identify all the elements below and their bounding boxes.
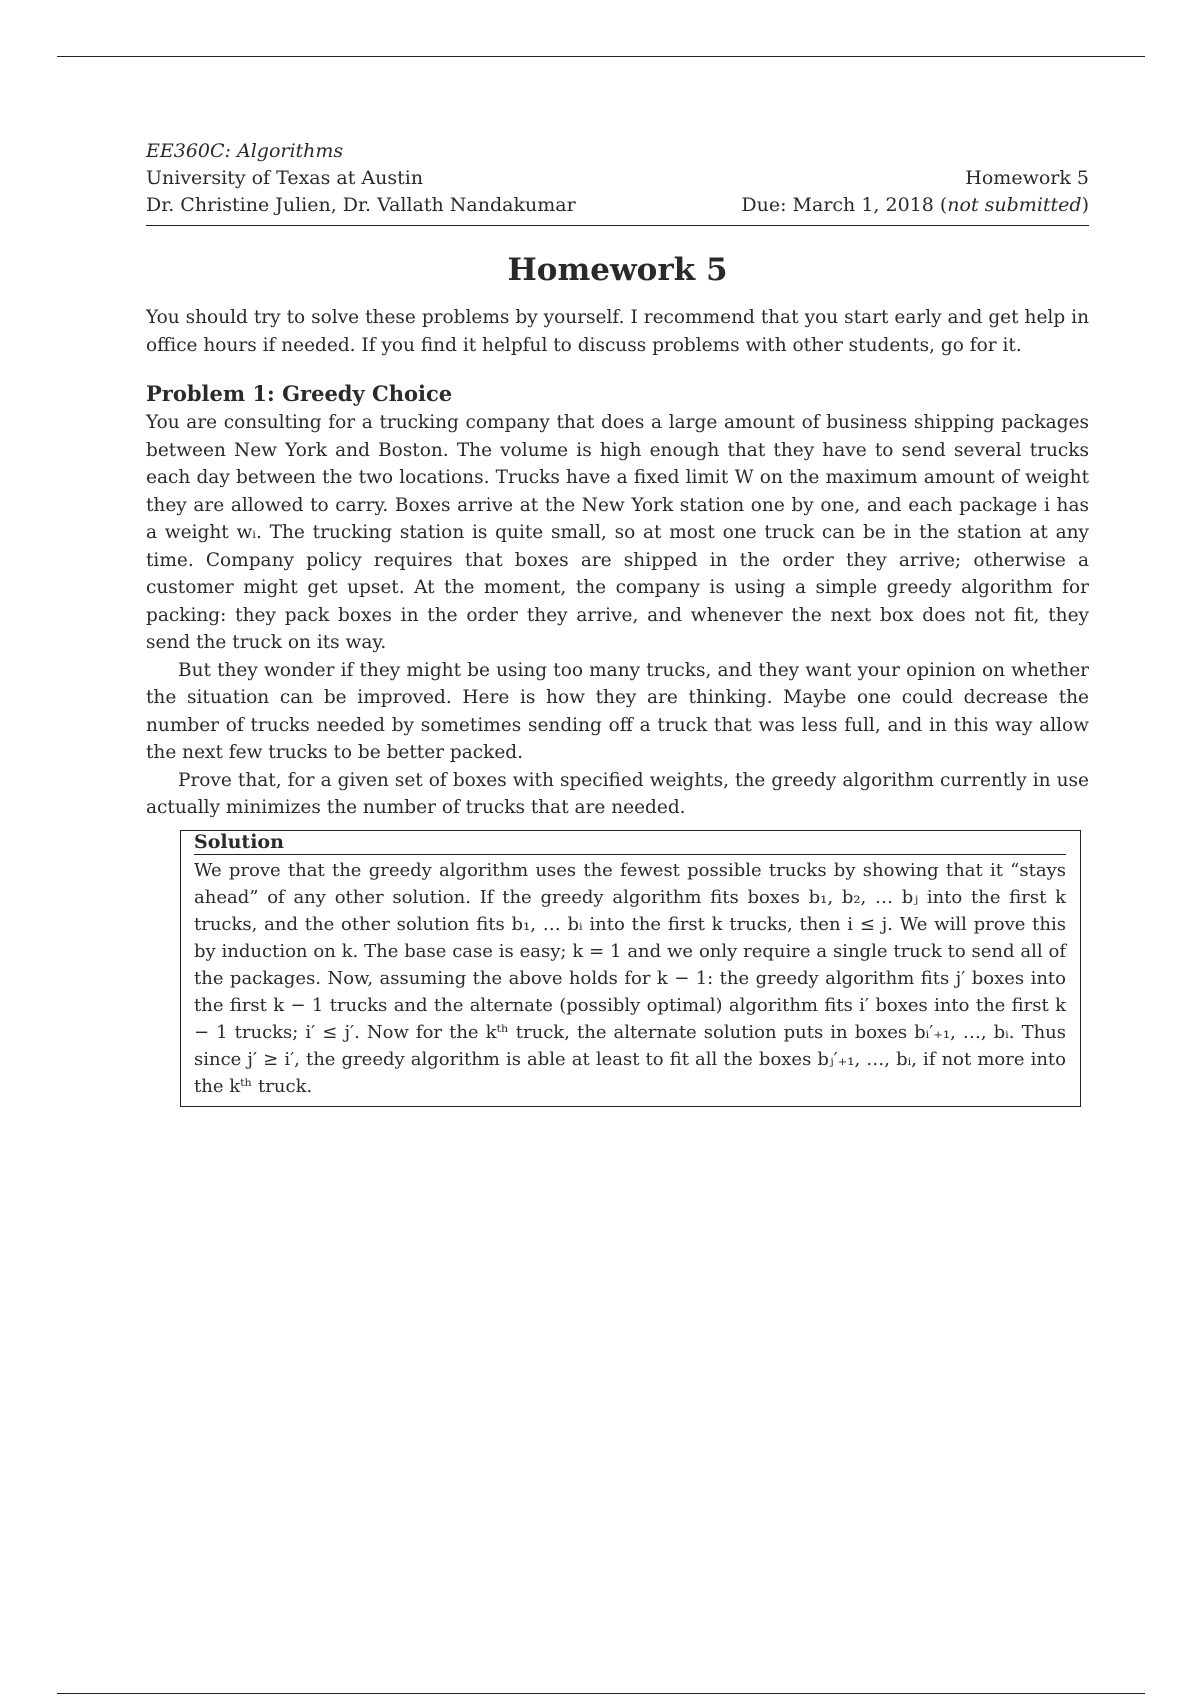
solution-text: We prove that the greedy algorithm uses the fewest possible trucks by showing that it “stays ahead” of any other solution. If the greedy algorithm fits boxes b₁, b₂, … bⱼ into the first k trucks, and the other solution fits b₁, … bᵢ into the first k trucks, then i ≤ j. We will prove this by induction on k. The base case is easy; k = 1 and we only require a single truck to send all of the packages. Now, assuming the above holds for k − 1: the greedy algorithm fits j′ boxes into the first k − 1 trucks and the alternate (possibly optimal) algorithm fits i′ boxes into the first k − 1 trucks; i′ ≤ j′. Now for the kᵗʰ truck, the alternate solution puts in boxes bᵢ′₊₁, …, bᵢ. Thus since j′ ≥ i′, the greedy algorithm is able at least to fit all the boxes bⱼ′₊₁, …, bᵢ, if not more into the kᵗʰ truck. [194,859,1066,1097]
problem-heading: Problem 1: Greedy Choice [146,381,453,406]
university-name: University of Texas at Austin [146,167,424,189]
document-title: Homework 5 [507,252,728,288]
bottom-rule [57,1693,1145,1694]
course-name: EE360C: Algorithms [146,140,344,162]
problem-paragraph-3: Prove that, for a given set of boxes with specified weights, the greedy algorithm currently in use actually minimizes the number of trucks that are needed. [146,769,1089,818]
problem-paragraph-1: You are consulting for a trucking company that does a large amount of business shipping packages between New York and Boston. The volume is high enough that they have to send several trucks each day between the two locations. Trucks have a fixed limit W on the maximum amount of weight they are allowed to carry. Boxes arrive at the New York station one by one, and each package i has a weight wᵢ. The trucking station is quite small, so at most one truck can be in the station at any time. Company policy requires that boxes are shipped in the order they arrive; otherwise a customer might get upset. At the moment, the company is using a simple greedy algorithm for packing: they pack boxes in the order they arrive, and whenever the next box does not fit, they send the truck on its way. [146,412,1089,653]
intro-paragraph: You should try to solve these problems by yourself. I recommend that you start early and get help in office hours if needed. If you find it helpful to discuss problems with other students, go for it. [146,307,1089,356]
instructor-names: Dr. Christine Julien, Dr. Vallath Nandakumar [146,194,576,216]
due-date: Due: March 1, 2018 (not submitted) [741,194,1089,216]
solution-box [180,830,1081,1107]
submission-status: not submitted [947,194,1082,216]
assignment-name: Homework 5 [965,167,1089,189]
solution-heading: Solution [194,831,1066,855]
top-rule [57,56,1145,57]
page-content [146,138,1089,1107]
header-rule [146,225,1089,226]
document-header [146,138,1089,226]
problem-paragraph-2: But they wonder if they might be using too many trucks, and they want your opinion on whether the situation can be improved. Here is how they are thinking. Maybe one could decrease the number of trucks needed by sometimes sending off a truck that was less full, and in this way allow the next few trucks to be better packed. [146,659,1089,763]
